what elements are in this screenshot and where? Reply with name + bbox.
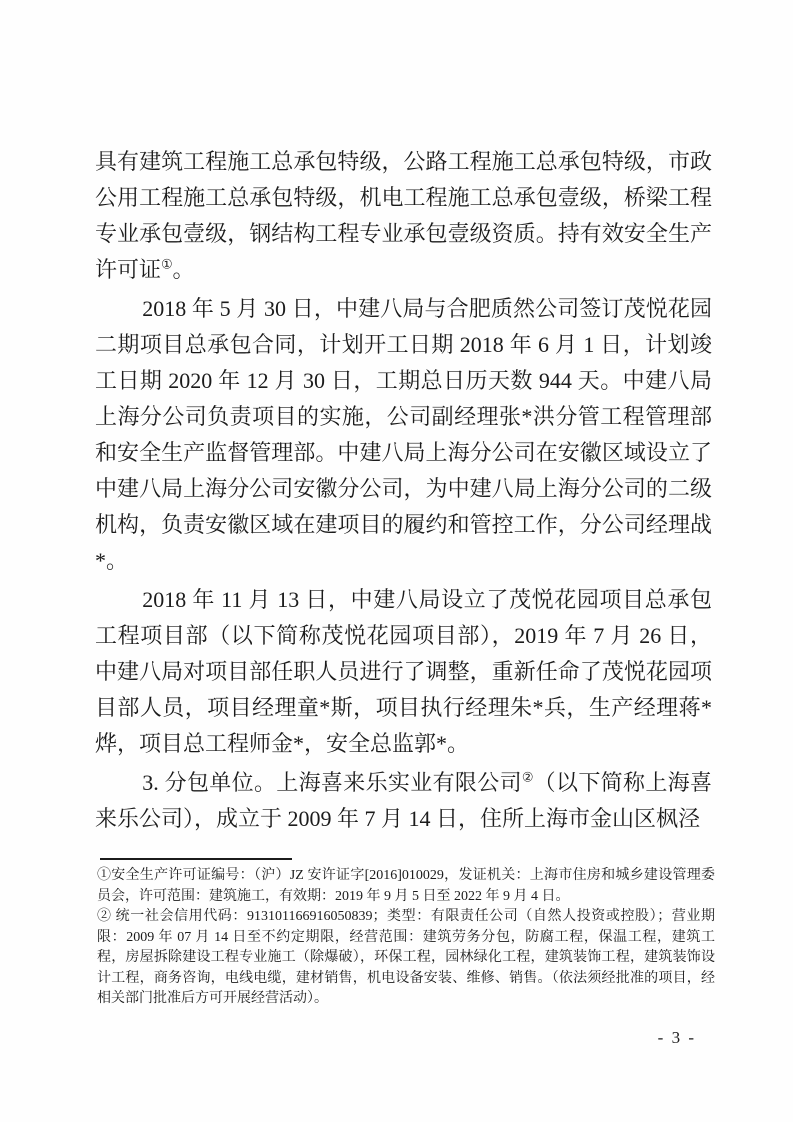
page-number: - 3 -	[657, 1028, 696, 1047]
footnote-reference-1: ①	[161, 257, 173, 272]
paragraph-qualifications	[95, 144, 712, 288]
paragraph-contract-signing: 2018 年 5 月 30 日，中建八局与合肥质然公司签订茂悦花园二期项目总承包合同，计划开工日期 2018 年 6 月 1 日，计划竣工日期 2020 年 12 月 30 日，工期总日历天数 944 天。中建八局上海分公司负责项目的实施，公司副经理张*洪分管工程管理部和安全生产监督管理部。中建八局上海分公司在安徽区域设立了中建八局上海分公司安徽分公司，为中建八局上海分公司的二级机构，负责安徽区域在建项目的履约和管控工作，分公司经理战*。	[95, 296, 712, 573]
footnote-2: ② 统一社会信用代码：913101166916050839；类型：有限责任公司（自然人投资或控股）；营业期限：2009 年 07 月 14 日至不约定期限，经营范围：建筑劳务分包，防腐工程，保温工程，建筑工程，房屋拆除建设工程专业施工（除爆破），环保工程，园林绿化工程，建筑装饰工程，建筑装饰设计工程，商务咨询，电线电缆，建材销售，机电设备安装、维修、销售。（依法须经批准的项目，经相关部门批准后方可开展经营活动）。	[97, 909, 715, 1006]
paragraph-subcontractor	[95, 765, 712, 837]
footnote-1: ①安全生产许可证编号：（沪）JZ 安许证字[2016]010029，发证机关：上海市住房和城乡建设管理委员会，许可范围：建筑施工，有效期：2019 年 9 月 5 日至 2022 年 9 月 4 日。	[97, 868, 715, 904]
paragraph-subcontractor-tail: （以下简称上海喜来乐公司），成立于 2009 年 7 月 14 日，住所上海市金山区枫泾	[95, 770, 712, 831]
document-body	[95, 144, 712, 837]
paragraph-subcontractor-text: 3. 分包单位。上海喜来乐实业有限公司	[142, 770, 522, 795]
footnotes-section	[97, 866, 715, 1010]
paragraph-qualifications-text: 具有建筑工程施工总承包特级，公路工程施工总承包特级，市政公用工程施工总承包特级，机电工程施工总承包壹级，桥梁工程专业承包壹级，钢结构工程专业承包壹级资质。持有效安全生产许可证	[95, 149, 712, 282]
footnote-reference-2: ②	[521, 770, 534, 785]
paragraph-qualifications-tail: 。	[172, 257, 195, 282]
paragraph-project-department: 2018 年 11 月 13 日，中建八局设立了茂悦花园项目总承包工程项目部（以下简称茂悦花园项目部），2019 年 7 月 26 日，中建八局对项目部任职人员进行了调整，重新任命了茂悦花园项目部人员，项目经理童*斯，项目执行经理朱*兵，生产经理蒋*烨，项目总工程师金*，安全总监郭*。	[95, 587, 712, 756]
footnote-divider	[100, 858, 292, 860]
